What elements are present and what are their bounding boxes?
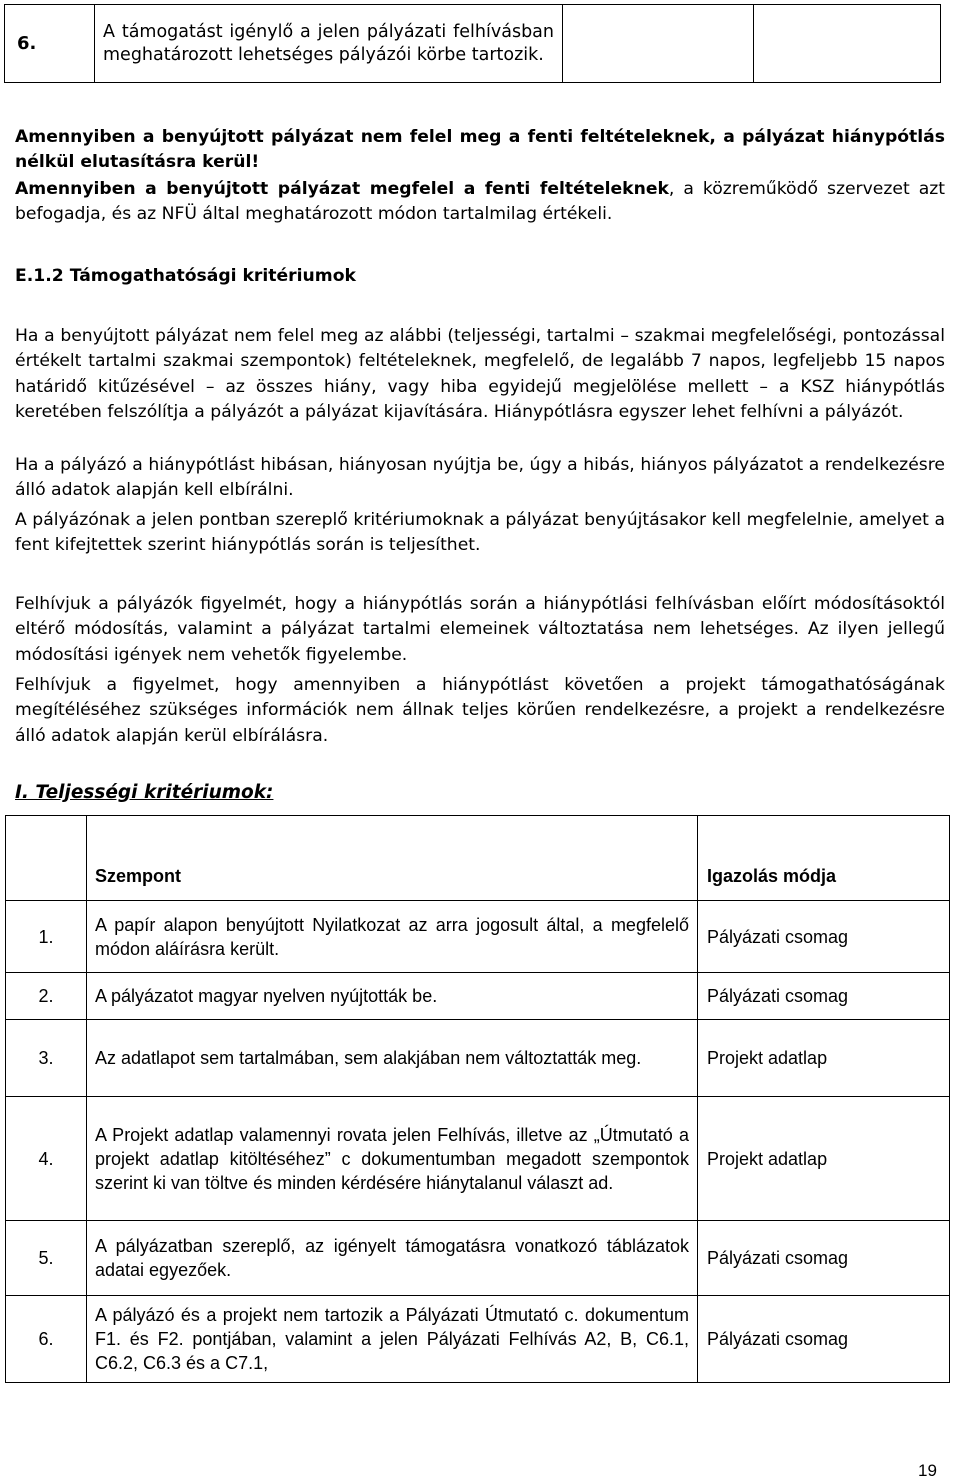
acceptance-notice xyxy=(15,177,945,228)
row-number: 6. xyxy=(5,5,95,83)
criteria-table xyxy=(5,815,950,1383)
empty-cell xyxy=(563,5,754,83)
header-proof: Igazolás módja xyxy=(698,816,950,901)
row-aspect: A pályázatban szereplő, az igényelt támogatásra vonatkozó táblázatok adatai egyezőek. xyxy=(87,1221,698,1296)
row-number: 1. xyxy=(6,901,87,973)
row-proof: Pályázati csomag xyxy=(698,1296,950,1383)
table-row xyxy=(5,5,941,83)
row-number: 3. xyxy=(6,1020,87,1097)
row-number: 4. xyxy=(6,1097,87,1221)
row-number: 6. xyxy=(6,1296,87,1383)
row-proof: Pályázati csomag xyxy=(698,901,950,973)
row-proof: Pályázati csomag xyxy=(698,1221,950,1296)
criteria-title: I. Teljességi kritériumok: xyxy=(15,782,274,803)
body-paragraph: Ha a benyújtott pályázat nem felel meg az alábbi (teljességi, tartalmi – szakmai megfelelőségi, pontozással értékelt tartalmi szakmai szempontok) feltételeknek, megfelelő, de legalább 7 napos, legfeljebb 15 napos határidő kitűzésével – az összes hiány, vagy hiba egyidejű megjelölése mellett – a KSZ hiánypótlás keretében felszólítja a pályázót a pályázat kijavítására. Hiánypótlásra egyszer lehet felhívni a pályázót. xyxy=(15,326,945,423)
acceptance-rest: , a közreműködő szervezet azt befogadja, és az NFÜ által meghatározott módon tartalmilag értékeli. xyxy=(15,179,945,225)
header-number-cell xyxy=(6,816,87,901)
table-row xyxy=(6,1020,950,1097)
table-row xyxy=(6,901,950,973)
header-aspect: Szempont xyxy=(87,816,698,901)
body-paragraph: Felhívjuk a pályázók figyelmét, hogy a hiánypótlás során a hiánypótlási felhívásban előírt módosításoktól eltérő módosítás, valamint a pályázat tartalmi elemeinek változtatása nem lehetséges. Az ilyen jellegű módosítási igények nem vehetők figyelembe. xyxy=(15,594,945,665)
row-text: A támogatást igénylő a jelen pályázati felhívásban meghatározott lehetséges pályázói körbe tartozik. xyxy=(95,5,563,83)
table-header-row xyxy=(6,816,950,901)
row-aspect: Az adatlapot sem tartalmában, sem alakjában nem változtatták meg. xyxy=(87,1020,698,1097)
body-paragraph: Felhívjuk a figyelmet, hogy amennyiben a hiánypótlást követően a projekt támogathatóságának megítéléséhez szükséges információk nem állnak teljes körűen rendelkezésre, a projekt a rendelkezésre álló adatok alapján kerül elbírálásra. xyxy=(15,675,945,746)
table-row xyxy=(6,1296,950,1383)
row-number: 5. xyxy=(6,1221,87,1296)
row-number: 2. xyxy=(6,973,87,1020)
acceptance-bold: Amennyiben a benyújtott pályázat megfelel a fenti feltételeknek xyxy=(15,179,669,199)
rejection-notice: Amennyiben a benyújtott pályázat nem felel meg a fenti feltételeknek, a pályázat hiánypótlás nélkül elutasításra kerül! xyxy=(15,127,945,173)
empty-cell xyxy=(754,5,941,83)
body-paragraph: Ha a pályázó a hiánypótlást hibásan, hiányosan nyújtja be, úgy a hibás, hiányos pályázatot a rendelkezésre álló adatok alapján kell elbírálni. xyxy=(15,455,945,501)
row-aspect: A papír alapon benyújtott Nyilatkozat az arra jogosult által, a megfelelő módon aláírásra került. xyxy=(87,901,698,973)
top-criteria-table xyxy=(4,4,941,83)
section-heading: E.1.2 Támogathatósági kritériumok xyxy=(15,266,356,286)
table-row xyxy=(6,1221,950,1296)
row-aspect: A pályázó és a projekt nem tartozik a Pályázati Útmutató c. dokumentum F1. és F2. pontjában, valamint a jelen Pályázati Felhívás A2, B, C6.1, C6.2, C6.3 és a C7.1, xyxy=(87,1296,698,1383)
page-number: 19 xyxy=(918,1461,937,1480)
row-proof: Pályázati csomag xyxy=(698,973,950,1020)
row-proof: Projekt adatlap xyxy=(698,1097,950,1221)
body-paragraph: A pályázónak a jelen pontban szereplő kritériumoknak a pályázat benyújtásakor kell megfelelnie, amelyet a fent kifejtettek szerint hiánypótlás során is teljesíthet. xyxy=(15,510,945,556)
row-aspect: A Projekt adatlap valamennyi rovata jelen Felhívás, illetve az „Útmutató a projekt adatlap kitöltéséhez” c dokumentumban megadott szempontok szerint ki van töltve és minden kérdésére hiánytalanul választ ad. xyxy=(87,1097,698,1221)
table-row xyxy=(6,973,950,1020)
table-row xyxy=(6,1097,950,1221)
row-aspect: A pályázatot magyar nyelven nyújtották be. xyxy=(87,973,698,1020)
row-proof: Projekt adatlap xyxy=(698,1020,950,1097)
